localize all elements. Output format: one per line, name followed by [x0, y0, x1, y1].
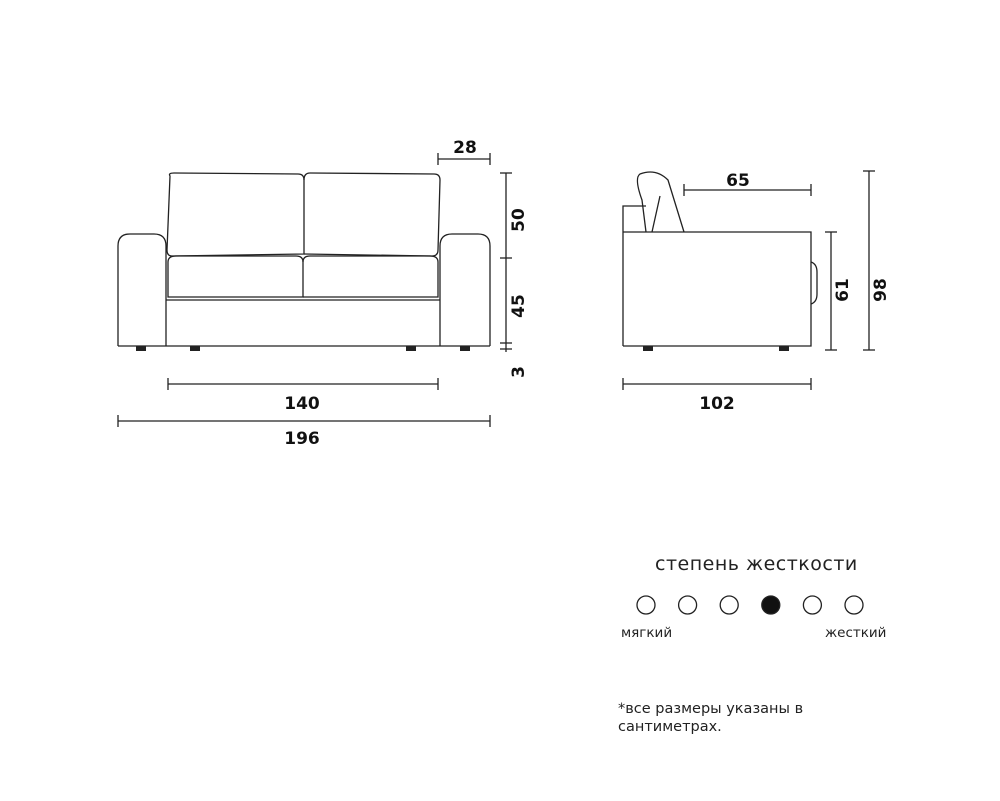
front-view [118, 138, 529, 449]
firmness-title: степень жесткости [655, 553, 858, 575]
dim-label: 50 [509, 208, 529, 232]
dim-seat-depth [684, 171, 811, 196]
side-front-bulge [811, 262, 817, 304]
firmness-dot [845, 596, 863, 614]
firmness-label-hard: жесткий [825, 625, 887, 641]
leg [190, 346, 200, 351]
dim-vertical-front [500, 173, 529, 378]
dim-arm-height [825, 232, 853, 350]
firmness-label-soft: мягкий [621, 625, 673, 641]
dim-arm-width [438, 138, 490, 165]
leg [406, 346, 416, 351]
dim-label: 61 [833, 278, 853, 302]
dim-label: 3 [509, 366, 529, 378]
firmness-dot [720, 596, 738, 614]
side-back-cushion [637, 172, 684, 232]
firmness-scale [637, 596, 863, 614]
leg [779, 346, 789, 351]
dim-label: 65 [726, 171, 750, 191]
dim-total-height [863, 171, 891, 350]
dim-total-depth [623, 378, 811, 414]
right-arm [440, 234, 490, 346]
seat-cushion-left [168, 256, 303, 297]
dim-label: 28 [453, 138, 477, 158]
back-cushion-right [304, 173, 440, 256]
firmness-dot-selected [762, 596, 780, 614]
firmness-dot [679, 596, 697, 614]
firmness-dot [803, 596, 821, 614]
seat-cushion-right [303, 256, 438, 297]
leg [136, 346, 146, 351]
back-cushion-left [167, 173, 304, 256]
leg [460, 346, 470, 351]
dim-label: 102 [699, 394, 735, 414]
dim-label: 140 [284, 394, 320, 414]
dim-label: 196 [284, 429, 320, 449]
side-back-fold [652, 196, 660, 232]
firmness-dot [637, 596, 655, 614]
leg [643, 346, 653, 351]
dim-label: 45 [509, 294, 529, 318]
side-view [623, 171, 891, 414]
dimensions-note: *все размеры указаны в сантиметрах. [618, 701, 804, 735]
dim-label: 98 [871, 278, 891, 302]
side-body [623, 206, 811, 346]
dim-total-width [118, 415, 490, 449]
dim-seat-width [168, 378, 438, 414]
left-arm [118, 234, 166, 346]
